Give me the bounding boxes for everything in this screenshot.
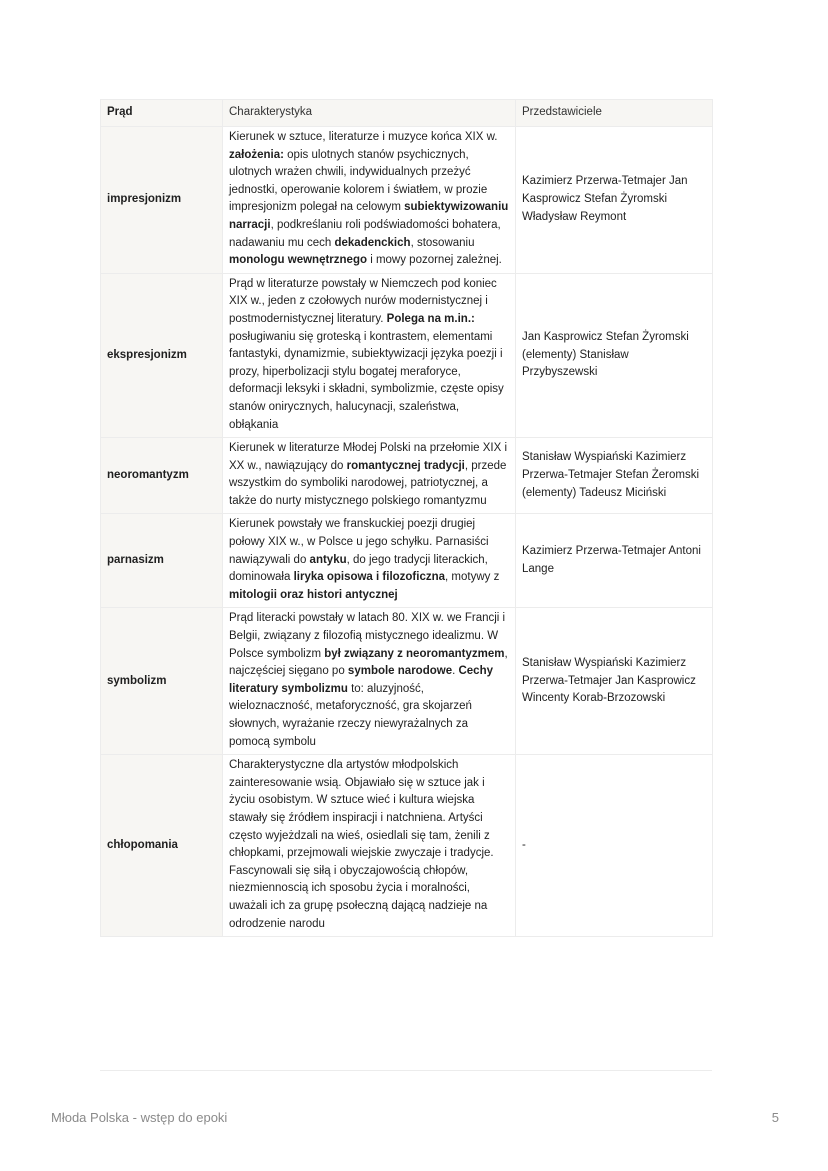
description-emphasis: założenia: bbox=[229, 148, 284, 161]
description-text: , najczęściej sięgano po bbox=[229, 647, 508, 678]
description-text: opis ulotnych stanów psychicznych, ulotnych wrażen chwili, indywidualnych przeżyć jednostki, operowanie kolorem i światłem, w prozie impresjonizm polegał na celowym bbox=[229, 148, 488, 214]
row-name: parnasizm bbox=[101, 514, 223, 608]
description-text: Kierunek w literaturze Młodej Polski na przełomie XIX i XX w., nawiązujący do bbox=[229, 442, 508, 472]
description-text: Kierunek w sztuce, literaturze i muzyce końca XIX w. bbox=[229, 131, 498, 143]
epochs-table bbox=[100, 99, 713, 937]
description-emphasis: liryka opisowa i filozoficzna bbox=[293, 571, 446, 584]
row-description bbox=[223, 273, 516, 437]
description-text: , przede wszystkim do symboliki narodowej, patriotycznej, a także do nurty mistycznego polskiego romantyzmu bbox=[229, 459, 507, 507]
description-text: i mowy pozornej zależnej. bbox=[367, 254, 502, 267]
table-row bbox=[101, 755, 713, 937]
row-description bbox=[223, 438, 516, 514]
row-description bbox=[223, 608, 516, 755]
footer-title: Młoda Polska - wstęp do epoki bbox=[51, 1110, 228, 1125]
description-text: , motywy z bbox=[445, 571, 500, 584]
table-row bbox=[101, 127, 713, 274]
row-representatives: Stanisław Wyspiański Kazimierz Przerwa-Tetmajer Jan Kasprowicz Wincenty Korab-Brzozowski bbox=[516, 608, 713, 755]
row-representatives: - bbox=[516, 755, 713, 937]
description-text: to: aluzyjność, wieloznaczność, metaforyczność, gra skojarzeń słownych, wyrażanie rzeczy niewyrażalnych za pomocą symbolu bbox=[229, 682, 472, 748]
row-representatives: Kazimierz Przerwa-Tetmajer Antoni Lange bbox=[516, 514, 713, 608]
description-text: posługiwaniu się groteską i kontrastem, elementami fantastyki, dynamizmie, subiektywizacji języka poezji i prozy, hiperbolizacji stylu bogatej meraforyce, deformacji leksyki i składni, symbolizmie, częste opisy stanów onirycznych, halucynacji, szaleństwa, obłąkania bbox=[229, 330, 504, 431]
description-emphasis: symbole narodowe bbox=[347, 665, 453, 678]
description-text: Prąd literacki powstały w latach 80. XIX w. we Francji i Belgii, związany z filozofią mistycznego idealizmu. W Polsce symbolizm bbox=[229, 612, 506, 660]
row-name: chłopomania bbox=[101, 755, 223, 937]
row-description bbox=[223, 127, 516, 274]
description-emphasis: antyku bbox=[309, 553, 347, 566]
description-text: Prąd w literaturze powstały w Niemczech pod koniec XIX w., jeden z czołowych nurów modernistycznej i postmodernistycznej literatury. bbox=[229, 277, 497, 325]
table-header-row bbox=[101, 100, 713, 127]
description-emphasis: subiektywizowaniu narracji bbox=[229, 201, 509, 231]
table-row bbox=[101, 514, 713, 608]
table-row bbox=[101, 608, 713, 755]
page-number: 5 bbox=[771, 1110, 779, 1125]
description-emphasis: Polega na m.in.: bbox=[386, 312, 475, 325]
table-row bbox=[101, 273, 713, 437]
description-text: . bbox=[452, 665, 459, 678]
row-name: impresjonizm bbox=[101, 127, 223, 274]
description-emphasis: był związany z neoromantyzmem bbox=[324, 647, 505, 660]
description-text: Charakterystyczne dla artystów młodpolskich zainteresowanie wsią. Objawiało się w sztuce jak i życiu osobistym. W sztuce wieć i kultura wiejska stawały się źródłem inspiracji i natchniena. Artyści często wyjeżdzali na wieś, osiedlali się tam, żenili z chłopkami, przejmowali wiejskie zwyczaje i tradycje. Fascynowali się siłą i obyczajowością chłopów, niezmiennoscią ich sposobu życia i moralności, uważali ich za grupę psołeczną dającą nadzieje na odrodzenie narodu bbox=[229, 759, 494, 930]
row-name: symbolizm bbox=[101, 608, 223, 755]
description-emphasis: dekadenckich bbox=[334, 236, 411, 249]
bottom-divider bbox=[100, 1070, 712, 1071]
row-representatives: Kazimierz Przerwa-Tetmajer Jan Kasprowicz Stefan Żyromski Władysław Reymont bbox=[516, 127, 713, 274]
description-emphasis: mitologii oraz histori antycznej bbox=[229, 588, 398, 601]
row-representatives: Stanisław Wyspiański Kazimierz Przerwa-Tetmajer Stefan Żeromski (elementy) Tadeusz Miciński bbox=[516, 438, 713, 514]
header-current: Prąd bbox=[101, 100, 223, 127]
row-name: ekspresjonizm bbox=[101, 273, 223, 437]
row-representatives: Jan Kasprowicz Stefan Żyromski (elementy) Stanisław Przybyszewski bbox=[516, 273, 713, 437]
description-text: , podkreślaniu roli podświadomości bohatera, nadawaniu mu cech bbox=[229, 218, 501, 249]
row-description bbox=[223, 514, 516, 608]
table-row bbox=[101, 438, 713, 514]
header-characteristics: Charakterystyka bbox=[223, 100, 516, 127]
row-name: neoromantyzm bbox=[101, 438, 223, 514]
description-text: Kierunek powstały we franskuckiej poezji drugiej połowy XIX w., w Polsce u jego schyłku. Parnasiści nawiązywali do bbox=[229, 518, 489, 566]
header-representatives: Przedstawiciele bbox=[516, 100, 713, 127]
row-description bbox=[223, 755, 516, 937]
description-text: , stosowaniu bbox=[410, 236, 475, 249]
description-emphasis: monologu wewnętrznego bbox=[229, 254, 367, 267]
description-emphasis: romantycznej tradycji bbox=[346, 459, 465, 472]
description-text: , do jego tradycji literackich, dominowała bbox=[229, 553, 488, 584]
description-emphasis: Cechy literatury symbolizmu bbox=[229, 665, 494, 695]
